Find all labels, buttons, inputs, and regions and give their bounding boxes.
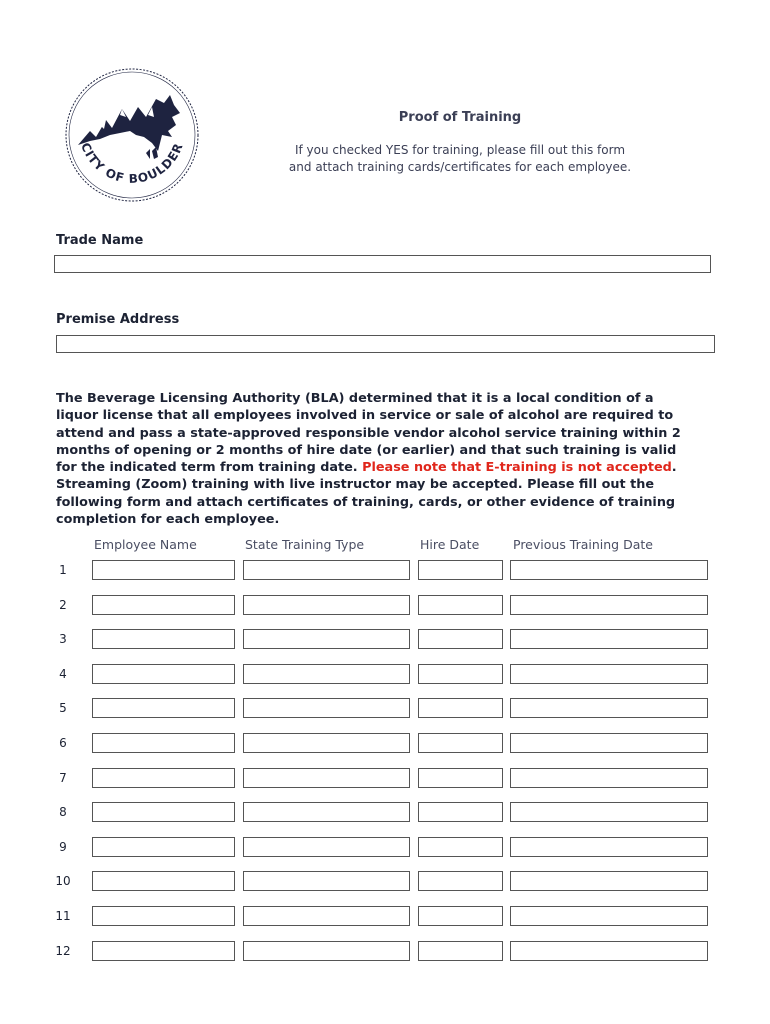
page-title: Proof of Training xyxy=(398,110,522,125)
previous-training-date-input[interactable] xyxy=(510,698,708,718)
state-training-type-input[interactable] xyxy=(243,629,410,649)
column-header-previous-training-date: Previous Training Date xyxy=(513,537,653,552)
state-training-type-input[interactable] xyxy=(243,941,410,961)
row-number: 7 xyxy=(59,771,67,785)
hire-date-input[interactable] xyxy=(418,664,503,684)
row-number: 2 xyxy=(59,598,67,612)
employee-name-input[interactable] xyxy=(92,733,235,753)
premise-address-label: Premise Address xyxy=(56,312,180,327)
hire-date-input[interactable] xyxy=(418,698,503,718)
state-training-type-input[interactable] xyxy=(243,595,410,615)
employee-name-input[interactable] xyxy=(92,629,235,649)
employee-name-input[interactable] xyxy=(92,941,235,961)
paragraph-text: The Beverage Licensing Authority (BLA) determined that it is a local condition of a liquor license that all employees involved in service or sale of alcohol are required to attend and pass a state-approved responsible vendor alcohol service training within 2 months of opening or 2 months of hire date (or earlier) and that such training is valid for the indicated term from training date. xyxy=(56,391,681,476)
hire-date-input[interactable] xyxy=(418,733,503,753)
state-training-type-input[interactable] xyxy=(243,698,410,718)
instructions-text: If you checked YES for training, please fill out this form and attach training cards/certificates for each employee. xyxy=(288,143,632,174)
previous-training-date-input[interactable] xyxy=(510,733,708,753)
state-training-type-input[interactable] xyxy=(243,664,410,684)
hire-date-input[interactable] xyxy=(418,768,503,788)
state-training-type-input[interactable] xyxy=(243,802,410,822)
hire-date-input[interactable] xyxy=(418,871,503,891)
employee-name-input[interactable] xyxy=(92,595,235,615)
previous-training-date-input[interactable] xyxy=(510,664,708,684)
row-number: 3 xyxy=(59,632,67,646)
e-training-warning: Please note that E-training is not accepted xyxy=(362,460,672,476)
state-training-type-input[interactable] xyxy=(243,837,410,857)
row-number: 1 xyxy=(59,563,67,577)
trade-name-label: Trade Name xyxy=(56,233,144,248)
employee-name-input[interactable] xyxy=(92,560,235,580)
employee-name-input[interactable] xyxy=(92,906,235,926)
employee-name-input[interactable] xyxy=(92,837,235,857)
svg-text:CITY OF BOULDER xyxy=(78,141,186,186)
previous-training-date-input[interactable] xyxy=(510,941,708,961)
row-number: 10 xyxy=(55,874,71,888)
hire-date-input[interactable] xyxy=(418,629,503,649)
trade-name-input[interactable] xyxy=(54,255,711,273)
city-seal-logo xyxy=(60,65,205,205)
row-number: 5 xyxy=(59,701,67,715)
employee-name-input[interactable] xyxy=(92,698,235,718)
hire-date-input[interactable] xyxy=(418,802,503,822)
row-number: 6 xyxy=(59,736,67,750)
state-training-type-input[interactable] xyxy=(243,560,410,580)
hire-date-input[interactable] xyxy=(418,837,503,857)
column-header-employee-name: Employee Name xyxy=(94,537,197,552)
employee-name-input[interactable] xyxy=(92,664,235,684)
hire-date-input[interactable] xyxy=(418,906,503,926)
previous-training-date-input[interactable] xyxy=(510,595,708,615)
premise-address-input[interactable] xyxy=(56,335,715,353)
hire-date-input[interactable] xyxy=(418,941,503,961)
state-training-type-input[interactable] xyxy=(243,768,410,788)
paragraph-text-end: . Streaming (Zoom) training with live instructor may be accepted. Please fill out the following form and attach certificates of training, cards, or other evidence of training completion for each employee. xyxy=(56,460,677,528)
state-training-type-input[interactable] xyxy=(243,906,410,926)
row-number: 9 xyxy=(59,840,67,854)
hire-date-input[interactable] xyxy=(418,560,503,580)
previous-training-date-input[interactable] xyxy=(510,837,708,857)
previous-training-date-input[interactable] xyxy=(510,906,708,926)
employee-name-input[interactable] xyxy=(92,802,235,822)
column-header-state-training-type: State Training Type xyxy=(245,537,365,552)
previous-training-date-input[interactable] xyxy=(510,560,708,580)
employee-name-input[interactable] xyxy=(92,768,235,788)
seal-text: CITY OF BOULDER xyxy=(78,140,186,186)
mountain-seal-icon xyxy=(60,65,205,205)
hire-date-input[interactable] xyxy=(418,595,503,615)
row-number: 8 xyxy=(59,805,67,819)
previous-training-date-input[interactable] xyxy=(510,802,708,822)
previous-training-date-input[interactable] xyxy=(510,629,708,649)
state-training-type-input[interactable] xyxy=(243,733,410,753)
previous-training-date-input[interactable] xyxy=(510,871,708,891)
employee-name-input[interactable] xyxy=(92,871,235,891)
bla-requirements-paragraph xyxy=(56,390,696,528)
row-number: 11 xyxy=(55,909,71,923)
column-header-hire-date: Hire Date xyxy=(420,537,480,552)
state-training-type-input[interactable] xyxy=(243,871,410,891)
row-number: 4 xyxy=(59,667,67,681)
row-number: 12 xyxy=(55,944,71,958)
previous-training-date-input[interactable] xyxy=(510,768,708,788)
